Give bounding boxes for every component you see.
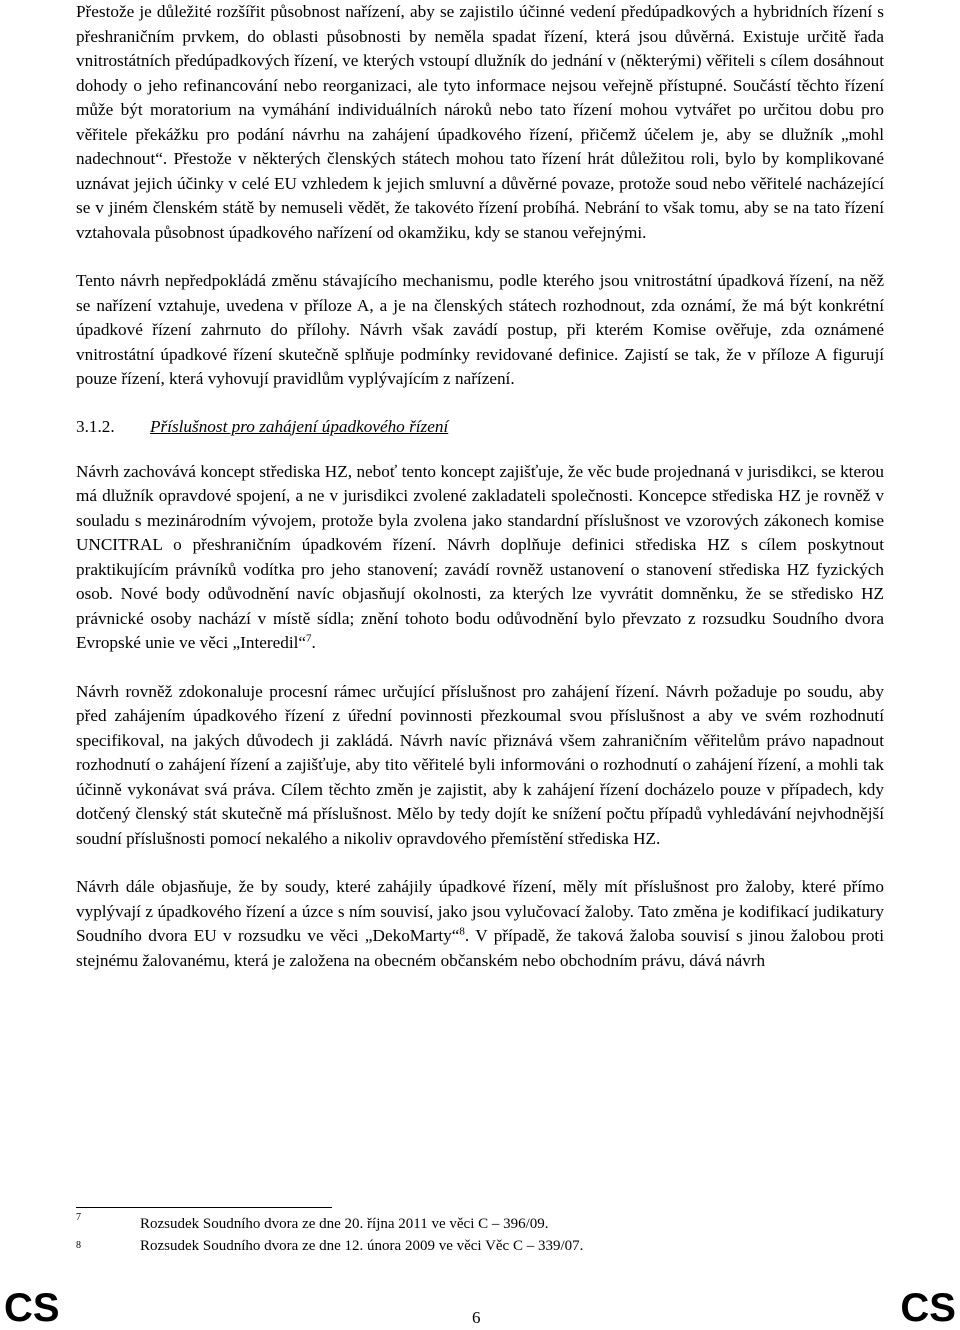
paragraph-1: Přestože je důležité rozšířit působnost nařízení, aby se zajistilo účinné vedení předúpadkových a hybridních řízení s přeshraničním prvkem, do oblasti působnosti by neměla spadat řízení, která jsou důvěrná. Existuje určitě řada vnitrostátních předúpadkových řízení, ve kterých vstoupí dlužník do jednání v (některými) věřiteli s cílem dosáhnout dohody o jeho refinancování nebo reorganizaci, ale tyto informace nejsou veřejně přístupné. Součástí těchto řízení může být moratorium na vymáhání individuálních nároků nebo tato řízení mohou vytvářet po určitou dobu pro věřitele překážku pro podání návrhu na zahájení úpadkového řízení, přičemž účelem je, aby se dlužník „mohl nadechnout“. Přestože v některých členských státech mohou tato řízení hrát důležitou roli, bylo by komplikované uznávat jejich účinky v celé EU vzhledem k jejich smluvní a důvěrné povaze, protože soud nebo věřitelé nacházející se v jiném členském státě by nemuseli vědět, že takovéto řízení probíhá. Nebrání to však tomu, aby se na tato řízení vztahovala působnost úpadkového nařízení od okamžiku, kdy se stanou veřejnými. bbox=[76, 2, 884, 242]
footnote-ref-8[interactable]: 8 bbox=[459, 925, 465, 938]
footnote-mark: 7 bbox=[76, 1212, 81, 1223]
document-body bbox=[76, 0, 884, 973]
footnote-text: Rozsudek Soudního dvora ze dne 12. února 2009 ve věci Věc C – 339/07. bbox=[140, 1238, 584, 1254]
paragraph-3-end: . bbox=[311, 633, 316, 652]
footnotes bbox=[76, 1213, 884, 1257]
paragraph-3-text: Návrh zachovává koncept střediska HZ, neboť tento koncept zajišťuje, že věc bude projednaná v jurisdikci, se kterou má dlužník opravdové spojení, a ne v jurisdikci zvolené zakladateli společnosti. Koncepce střediska HZ je rovněž v souladu s mezinárodním vývojem, protože byla zvolena jako standardní příslušnost ve vzorových zákonech komise UNCITRAL o přeshraničním úpadkovém řízení. Návrh doplňuje definici střediska HZ s cílem poskytnout praktikujícím právníků vodítka pro jeho stanovení; zavádí rovněž ustanovení o stanovení střediska HZ fyzických osob. Nové body odůvodnění navíc objasňují okolnosti, za kterých lze vyvrátit domněnku, že se středisko HZ právnické osoby nachází v místě sídla; znění tohoto bodu odůvodnění bylo převzato z rozsudku Soudního dvora Evropské unie ve věci „Interedil“ bbox=[76, 461, 884, 652]
footnote-text: Rozsudek Soudního dvora ze dne 20. října 2011 ve věci C – 396/09. bbox=[140, 1216, 549, 1232]
paragraph-4: Návrh rovněž zdokonaluje procesní rámec určující příslušnost pro zahájení řízení. Návrh požaduje po soudu, aby před zahájením úpadkového řízení z úřední povinnosti přezkoumal svou příslušnost a aby ve svém rozhodnutí specifikoval, na jakých důvodech ji zakládá. Návrh navíc přiznává všem zahraničním věřitelům právo napadnout rozhodnutí o zahájení řízení a zajišťuje, aby tito věřitelé byli informováni o rozhodnutí o zahájení řízení, a mohli tak účinně vykonávat svá práva. Cílem těchto změn je zajistit, aby k zahájení řízení docházelo pouze v případech, kdy dotčený členský stát skutečně má příslušnost. Mělo by tedy dojít ke snížení počtu případů vyhledávání nejvhodnější soudní příslušnosti pomocí nekalého a nikoliv opravdového přemístění střediska HZ. bbox=[76, 681, 884, 848]
page-number: 6 bbox=[472, 1308, 481, 1327]
paragraph-5 bbox=[76, 875, 884, 973]
paragraph-3 bbox=[76, 460, 884, 656]
section-number: 3.1.2. bbox=[76, 416, 115, 436]
footnote-divider bbox=[76, 1207, 332, 1208]
paragraph-5-text-a: Návrh dále objasňuje, že by soudy, které zahájily úpadkové řízení, měly mít příslušnost pro žaloby, které přímo vyplývají z úpadkového řízení a úzce s ním souvisí, jako jsou vylučovací žaloby. Tato změna je kodifikací judikatury Soudního dvora EU v rozsudku ve věci „DekoMarty“ bbox=[76, 877, 884, 945]
footnote-8 bbox=[76, 1235, 884, 1257]
footer-language-right: CS bbox=[900, 1286, 956, 1330]
footnote-mark: 8 bbox=[76, 1240, 81, 1251]
footnote-7 bbox=[76, 1213, 884, 1235]
paragraph-5-text-b: . V případě, že taková žaloba souvisí s jinou žalobou proti stejnému žalovanému, která je založena na obecném občanském nebo obchodním právu, dává návrh bbox=[76, 926, 884, 970]
footer-language-left: CS bbox=[4, 1286, 60, 1330]
section-heading bbox=[76, 415, 884, 439]
section-title: Příslušnost pro zahájení úpadkového řízení bbox=[150, 416, 449, 436]
paragraph-2: Tento návrh nepředpokládá změnu stávajícího mechanismu, podle kterého jsou vnitrostátní úpadková řízení, na něž se nařízení vztahuje, uvedena v příloze A, a je na členských státech rozhodnout, zda oznámí, že má být konkrétní úpadkové řízení zahrnuto do přílohy. Návrh však zavádí postup, při kterém Komise ověřuje, zda oznámené vnitrostátní úpadkové řízení skutečně splňuje podmínky revidované definice. Zajistí se tak, že v příloze A figurují pouze řízení, která vyhovují pravidlům vyplývajícím z nařízení. bbox=[76, 271, 884, 388]
footnote-ref-7[interactable]: 7 bbox=[306, 632, 312, 645]
